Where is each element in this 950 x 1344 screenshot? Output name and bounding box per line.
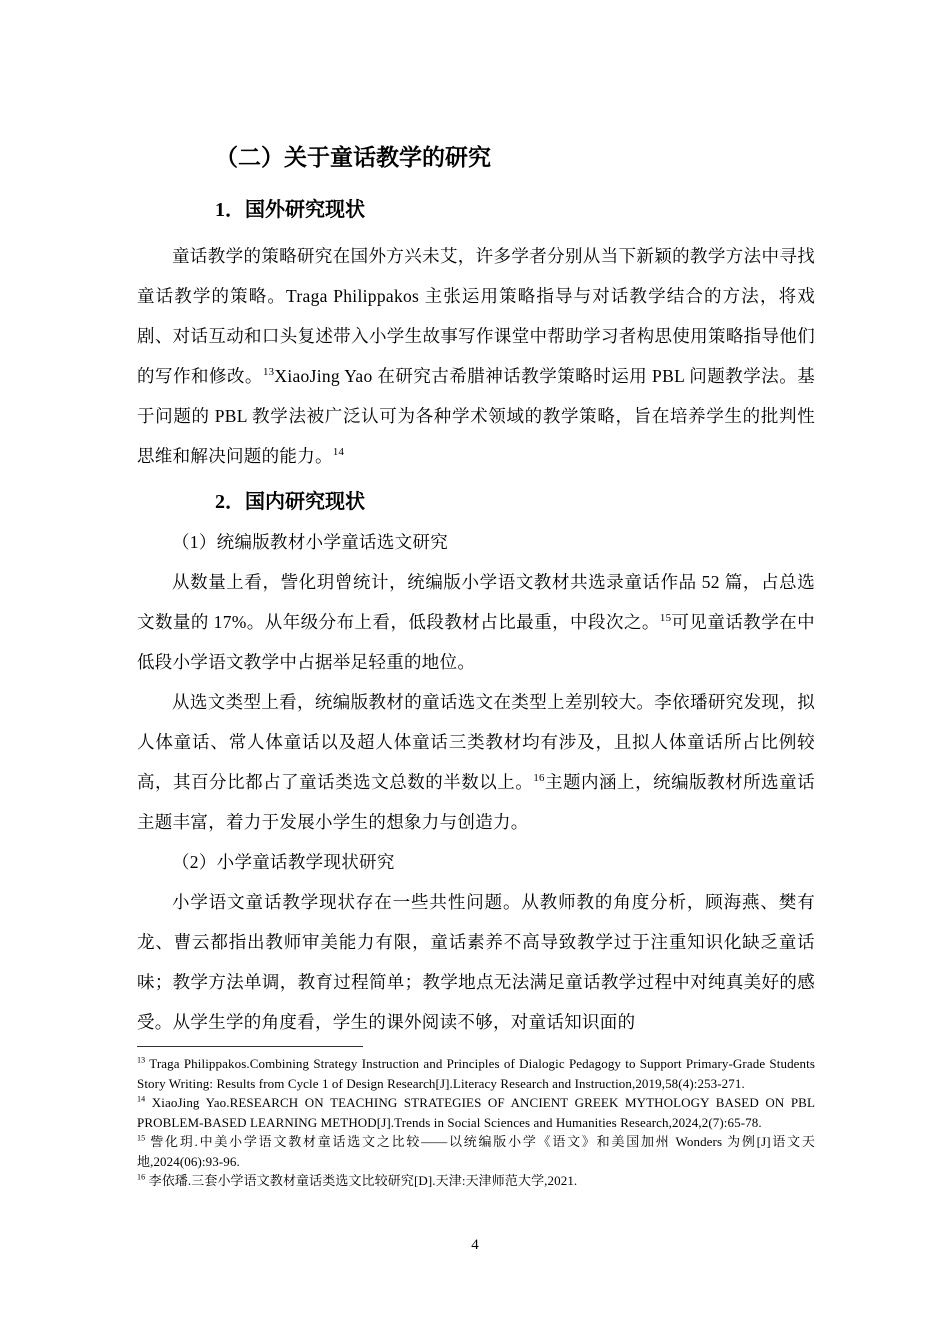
footnote-16-text: 李依璠.三套小学语文教材童话类选文比较研究[D].天津:天津师范大学,2021.	[148, 1173, 578, 1188]
footnote-16-number: 16	[137, 1172, 146, 1182]
footnote-14-text: XiaoJing Yao.RESEARCH ON TEACHING STRATEGIES OF ANCIENT GREEK MYTHOLOGY BASED ON PBL PROBLEM-BASED LEARNING METHOD[J].Trends in Social Sciences and Humanities Research,2024,2(7):65-78.	[137, 1095, 815, 1130]
footnote-14-number: 14	[137, 1094, 146, 1104]
subsection-title-foreign-research: 1．国外研究现状	[215, 199, 365, 221]
footnote-15-number: 15	[137, 1133, 146, 1143]
footnote-16	[137, 1171, 815, 1191]
sub-item-2-heading: （2）小学童话教学现状研究	[172, 852, 395, 872]
footnote-reference: 14	[332, 446, 345, 459]
paragraph-teaching-status: 小学语文童话教学现状存在一些共性问题。从教师教的角度分析，顾海燕、樊有龙、曹云都指出教师审美能力有限，童话素养不高导致教学过于注重知识化缺乏童话味；教学方法单调，教育过程简单；教学地点无法满足童话教学过程中对纯真美好的感受。从学生学的角度看，学生的课外阅读不够，对童话知识面的	[137, 892, 815, 1032]
footnote-15	[137, 1132, 815, 1171]
paragraph-selection-types: 从选文类型上看，统编版教材的童话选文在类型上差别较大。李依璠研究发现，拟人体童话、常人体童话以及超人体童话三类教材均有涉及，且拟人体童话所占比例较高，其百分比都占了童话类选文总数的半数以上。$^{16}$主题内涵上，统编版教材所选童话主题丰富，着力于发展小学生的想象力与创造力。	[137, 692, 815, 832]
paragraph-quantity-statistics: 从数量上看，訾化玥曾统计，统编版小学语文教材共选录童话作品 52 篇，占总选文数量的 17%。从年级分布上看，低段教材占比最重，中段次之。$^{15}$可见童话教学在中低段小学语文教学中占据举足轻重的地位。	[137, 572, 815, 672]
footnote-13-text: Traga Philippakos.Combining Strategy Instruction and Principles of Dialogic Pedagogy to Support Primary-Grade Students Story Writing: Results from Cycle 1 of Design Research[J].Literacy Research and Instruction,2019,58(4):253-271.	[137, 1056, 816, 1091]
footnote-13-number: 13	[137, 1055, 146, 1065]
footnote-reference: 16	[533, 772, 545, 785]
footnote-13	[137, 1054, 815, 1093]
page-number: 4	[471, 1237, 479, 1253]
paragraph-foreign-research: 童话教学的策略研究在国外方兴未艾，许多学者分别从当下新颖的教学方法中寻找童话教学的策略。Traga Philippakos 主张运用策略指导与对话教学结合的方法，将戏剧、对话互动和口头复述带入小学生故事写作课堂中帮助学习者构思使用策略指导他们的写作和修改。$^{13}$XiaoJing Yao 在研究古希腊神话教学策略时运用 PBL 问题教学法。基于问题的 PBL 教学法被广泛认可为各种学术领域的教学策略，旨在培养学生的批判性思维和解决问题的能力。$^{14}$	[137, 246, 816, 466]
footnote-14	[137, 1093, 815, 1132]
footnote-reference: 13	[262, 366, 275, 379]
section-heading: （二）关于童话教学的研究	[215, 145, 491, 170]
footnote-15-text: 訾化玥.中美小学语文教材童话选文之比较——以统编版小学《语文》和美国加州 Wonders 为例[J]语文天地,2024(06):93-96.	[137, 1134, 816, 1169]
sub-item-1-heading: （1）统编版教材小学童话选文研究	[172, 532, 449, 552]
footnote-separator	[137, 1046, 363, 1047]
subsection-title-domestic-research: 2．国内研究现状	[215, 491, 365, 513]
footnotes-area	[137, 1046, 815, 1191]
footnote-reference: 15	[659, 612, 672, 625]
